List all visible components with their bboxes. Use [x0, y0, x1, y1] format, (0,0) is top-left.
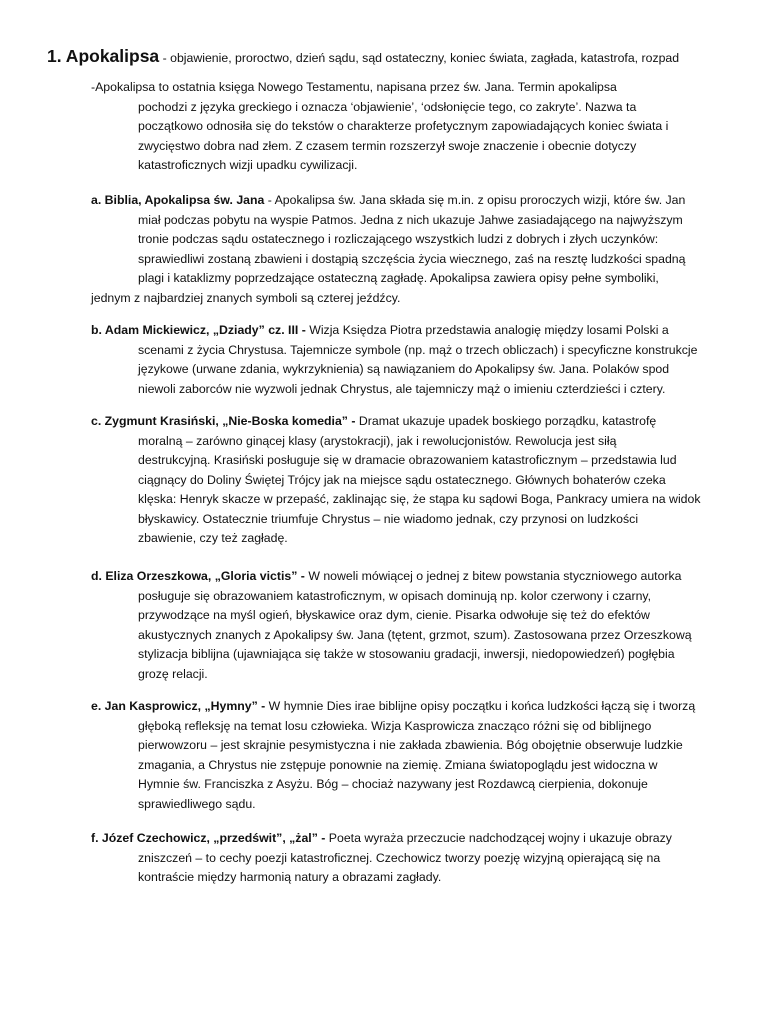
- paragraph-line: [91, 250, 731, 270]
- line-text: destrukcyjną. Krasiński posługuje się w dramacie obrazowaniem katastroficznym – przedstawia lud: [138, 453, 677, 467]
- line-text: zbawienie, czy też zagładę.: [138, 531, 288, 545]
- line-text: sprawiedliwego sądu.: [138, 796, 256, 811]
- line-text: zniszczeń – to cechy poezji katastroficznej. Czechowicz tworzy poezję wizyjną opierającą się na: [138, 850, 661, 865]
- paragraph-line: [91, 849, 731, 869]
- paragraph-line: [91, 360, 731, 380]
- line-text: pochodzi z języka greckiego i oznacza ‘objawienie’, ‘odsłonięcie tego, co zakryte’. Nazwa ta: [138, 99, 637, 114]
- paragraph-line: [91, 321, 731, 341]
- line-text: plagi i kataklizmy poprzedzające ostateczną zagładę. Apokalipsa zawiera opisy pełne symboliki,: [138, 271, 659, 285]
- paragraph-line: [91, 795, 731, 815]
- section-heading: f. Józef Czechowicz, „przedświt”, „żal” -: [91, 831, 326, 845]
- paragraph-line: [91, 829, 731, 849]
- line-text: akustycznych znanych z Apokalipsy św. Jana (tętent, grzmot, szum). Zastosowana przez Orzeszkową: [138, 627, 692, 642]
- paragraph-line: [91, 606, 731, 626]
- line-text: ciągnący do Doliny Świętej Trójcy jak na miejsce sądu ostatecznego. Głównych bohaterów czeka: [138, 472, 666, 487]
- line-text: moralną – zarówno ginącej klasy (arystokracji), jak i rewolucjonistów. Rewolucja jest siłą: [138, 433, 617, 448]
- line-text: W hymnie Dies irae biblijne opisy początku i końca ludzkości łączą się i tworzą: [265, 699, 696, 713]
- line-text: klęska: Henryk skacze w przepaść, zaklinając się, że stąpa ku sądowi Boga, Pankracy umiera na widok: [138, 492, 701, 506]
- line-text: zmagania, a Chrystus nie zstępuje ponownie na ziemię. Zmiana światopoglądu jest widoczna w: [138, 757, 658, 772]
- paragraph-line: [91, 717, 731, 737]
- line-text: - Apokalipsa św. Jana składa się m.in. z opisu proroczych wizji, które św. Jan: [264, 193, 686, 207]
- line-text: tronie podczas sądu ostatecznego i rozliczającego wszystkich ludzi z dobrych i złych uczynków:: [138, 232, 659, 246]
- paragraph-line: [91, 626, 731, 646]
- paragraph-line: [91, 432, 731, 452]
- paragraph-line: [91, 269, 731, 289]
- paragraph-line: [91, 529, 731, 549]
- paragraph-line: [91, 412, 731, 432]
- paragraph-line: [91, 736, 731, 756]
- paragraph-line: [91, 868, 731, 888]
- line-text: -Apokalipsa to ostatnia księga Nowego Testamentu, napisana przez św. Jana. Termin apokalipsa: [91, 80, 617, 94]
- line-text: stylizacja biblijna (ujawniająca się także w stosowaniu gradacji, inwersji, niedopowiedzeń) pogłębia: [138, 647, 675, 661]
- paragraph-line: [91, 665, 731, 685]
- paragraph-line: [91, 78, 731, 98]
- line-text: przywodzące na myśl ogień, błyskawice oraz dym, cienie. Pisarka odwołuje się też do efektów: [138, 608, 650, 622]
- paragraph-line: [91, 289, 731, 309]
- heading-title: 1. Apokalipsa: [47, 46, 160, 66]
- line-text: katastroficznych wizji upadku cywilizacji.: [138, 158, 358, 172]
- section-intro: [91, 78, 731, 176]
- section-heading: c. Zygmunt Krasiński, „Nie-Boska komedia” -: [91, 414, 356, 428]
- section-hymny: [91, 697, 731, 814]
- paragraph-line: [91, 510, 731, 530]
- section-heading: b. Adam Mickiewicz, „Dziady” cz. III -: [91, 323, 306, 337]
- paragraph-line: [91, 98, 731, 118]
- line-text: scenami z życia Chrystusa. Tajemnicze symbole (np. mąż o trzech obliczach) i specyficzne konstrukcje: [138, 342, 698, 357]
- line-text: miał podczas pobytu na wyspie Patmos. Jedna z nich ukazuje Jahwe zasiadającego na najwyższym: [138, 212, 683, 227]
- paragraph-line: [91, 471, 731, 491]
- line-text: zwycięstwo dobra nad złem. Z czasem termin rozszerzył swoje znaczenie i obecnie dotyczy: [138, 138, 637, 153]
- line-text: Hymnie św. Franciszka z Asyżu. Bóg – chociaż nazywany jest Rozdawcą cierpienia, dokonuje: [138, 777, 648, 791]
- section-biblia: [91, 191, 731, 308]
- paragraph-line: [91, 587, 731, 607]
- paragraph-line: [91, 156, 731, 176]
- line-text: Wizja Księdza Piotra przedstawia analogię między losami Polski a: [305, 323, 669, 337]
- line-text: W noweli mówiącej o jednej z bitew powstania styczniowego autorka: [304, 569, 682, 583]
- paragraph-line: [91, 117, 731, 137]
- section-gloria-victis: [91, 567, 731, 684]
- line-text: posługuje się obrazowaniem katastroficznym, w opisach dominują np. kolor czerwony i czarny,: [138, 588, 652, 603]
- line-text: Dramat ukazuje upadek boskiego porządku, katastrofę: [355, 414, 657, 428]
- line-text: jednym z najbardziej znanych symboli są czterej jeźdźcy.: [91, 290, 401, 305]
- line-text: językowe (urwane zdania, wykrzyknienia) są nawiązaniem do Apokalipsy św. Jana. Polaków spod: [138, 362, 670, 376]
- paragraph-line: [91, 380, 731, 400]
- section-czechowicz: [91, 829, 731, 888]
- paragraph-line: [91, 756, 731, 776]
- paragraph-line: [91, 490, 731, 510]
- paragraph-line: [91, 645, 731, 665]
- line-text: sprawiedliwi zostaną zbawieni i dostąpią szczęścia życia wiecznego, zaś na resztę ludzkości spadną: [138, 251, 686, 266]
- paragraph-line: [91, 341, 731, 361]
- line-text: kontraście między harmonią natury a obrazami zagłady.: [138, 870, 442, 884]
- section-nie-boska: [91, 412, 731, 549]
- section-dziady: [91, 321, 731, 399]
- section-heading: a. Biblia, Apokalipsa św. Jana: [91, 193, 265, 207]
- section-heading: e. Jan Kasprowicz, „Hymny” -: [91, 699, 266, 713]
- line-text: grozę relacji.: [138, 666, 208, 681]
- paragraph-line: [91, 697, 731, 717]
- line-text: błyskawicy. Ostatecznie triumfuje Chrystus – nie wiadomo jednak, czy przynosi on ludzkości: [138, 511, 639, 526]
- paragraph-line: [91, 775, 731, 795]
- document-heading: [47, 44, 747, 70]
- paragraph-line: [91, 211, 731, 231]
- paragraph-line: [91, 567, 731, 587]
- line-text: pierwowzoru – jest skrajnie pesymistyczna i nie zakłada zbawienia. Bóg obojętnie obserwuje ludzkie: [138, 738, 683, 752]
- paragraph-line: [91, 137, 731, 157]
- line-text: niewoli zaborców nie wyzwoli jednak Chrystus, ale tajemniczy mąż o imieniu czterdzieści i cztery.: [138, 381, 666, 396]
- line-text: Poeta wyraża przeczucie nadchodzącej wojny i ukazuje obrazy: [325, 831, 672, 845]
- heading-keywords: - objawienie, proroctwo, dzień sądu, sąd ostateczny, koniec świata, zagłada, katastrofa, rozpad: [159, 51, 680, 65]
- line-text: głęboką refleksję na temat losu człowieka. Wizja Kasprowicza znacząco różni się od biblijnego: [138, 718, 652, 733]
- section-heading: d. Eliza Orzeszkowa, „Gloria victis” -: [91, 569, 305, 583]
- paragraph-line: [91, 191, 731, 211]
- paragraph-line: [91, 230, 731, 250]
- line-text: początkowo odnosiła się do tekstów o charakterze profetycznym zapowiadających koniec świata i: [138, 119, 669, 133]
- paragraph-line: [91, 451, 731, 471]
